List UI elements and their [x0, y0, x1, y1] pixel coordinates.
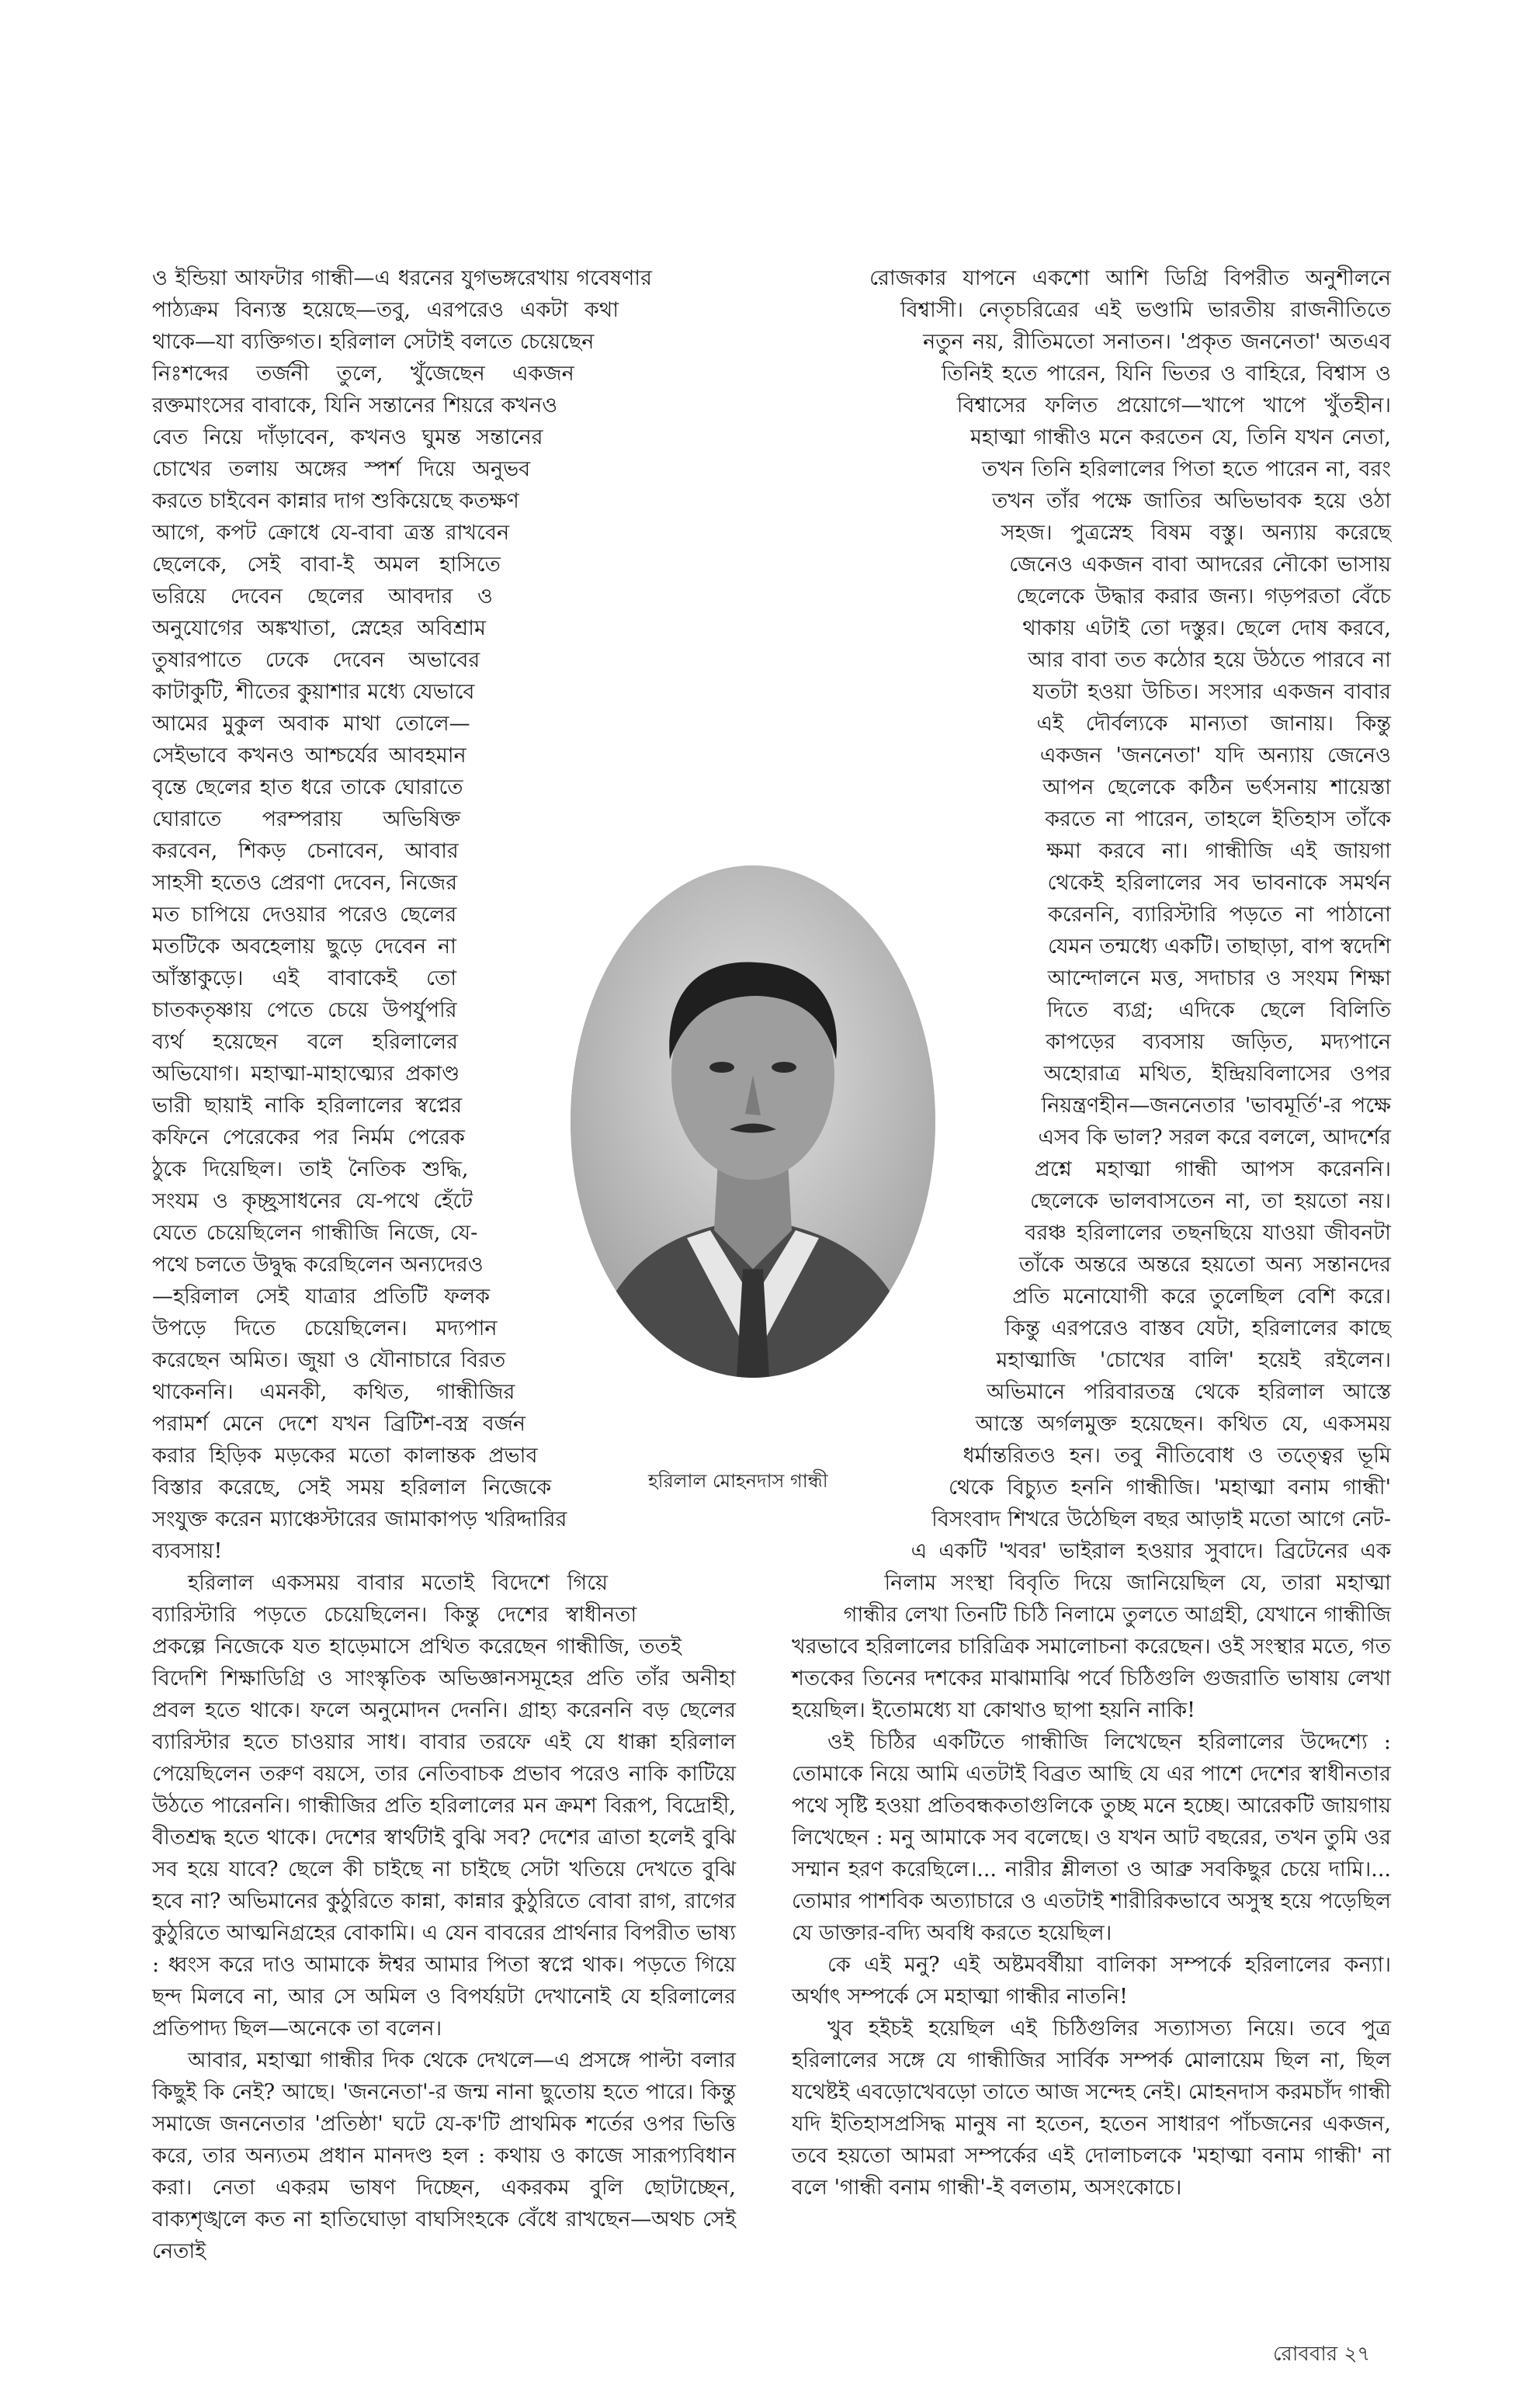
portrait-photo	[571, 865, 935, 1378]
paragraph: আবার, মহাত্মা গান্ধীর দিক থেকে দেখলে—এ প্রসঙ্গে পাল্টা বলার কিছুই কি নেই? আছে। 'জননেতা'-র জন্ম নানা ছুতোয় হতে পারে। কিন্তু সমাজে জননেতার 'প্রতিষ্ঠা' ঘটে যে-ক'টি প্রাথমিক শর্তের ওপর ভিত্তি করে, তার অন্যতম প্রধান মানদণ্ড হল : কথায় ও কাজে সারূপ্যবিধান করা। নেতা একরম ভাষণ দিচ্ছেন, একরকম বুলি ছোটাচ্ছেন, বাক্যশৃঙ্খলে কত না হাতিঘোড়া বাঘসিংহকে বেঁধে রাখছেন—অথচ সেই নেতাই	[152, 2048, 736, 2263]
paragraph: কে এই মনু? এই অষ্টমবর্ষীয়া বালিকা সম্পর্কে হরিলালের কন্যা। অর্থাৎ সম্পর্কে সে মহাত্মা গান্ধীর নাতনি!	[792, 1953, 1391, 2009]
page-footer: রোববার ২৭	[1273, 2343, 1371, 2366]
portrait-illustration	[571, 865, 935, 1378]
paragraph: ও ইন্ডিয়া আফটার গান্ধী—এ ধরনের যুগভঙ্গরেখায় গবেষণার পাঠ্যক্রম বিন্যস্ত হয়েছে—তবু, এরপরেও একটা কথা থাকে—যা ব্যক্তিগত। হরিলাল সেটাই বলতে চেয়েছেন নিঃশব্দের তর্জনী তুলে, খুঁজেছেন একজন রক্তমাংসের বাবাকে, যিনি সন্তানের শিয়রে কখনও বেত নিয়ে দাঁড়াবেন, কখনও ঘুমন্ত সন্তানের চোখের তলায় অঙ্গের স্পর্শ দিয়ে অনুভব করতে চাইবেন কান্নার দাগ শুকিয়েছে কতক্ষণ আগে, কপট ক্রোধে যে-বাবা ত্রস্ত রাখবেন ছেলেকে, সেই বাবা-ই অমল হাসিতে ভরিয়ে দেবেন ছেলের আবদার ও অনুযোগের অঙ্কখাতা, স্নেহের অবিশ্রাম তুষারপাতে ঢেকে দেবেন অভাবের কাটাকুটি, শীতের কুয়াশার মধ্যে যেভাবে আমের মুকুল অবাক মাথা তোলে—সেইভাবে কখনও আশ্চর্যের আবহমান বৃন্তে ছেলের হাত ধরে তাকে ঘোরাতে ঘোরাতে পরম্পরায় অভিষিক্ত করবেন, শিকড় চেনাবেন, আবার সাহসী হতেও প্রেরণা দেবেন, নিজের মত চাপিয়ে দেওয়ার পরেও ছেলের মতটিকে অবহেলায় ছুড়ে দেবেন না আঁস্তাকুড়ে। এই বাবাকেই তো চাতকতৃষ্ণায় পেতে চেয়ে উপর্যুপরি ব্যর্থ হয়েছেন বলে হরিলালের অভিযোগ। মহাত্মা-মাহাত্ম্যের প্রকাণ্ড ভারী ছায়াই নাকি হরিলালের স্বপ্নের কফিনে পেরেকের পর নির্মম পেরেক ঠুকে দিয়েছিল। তাই নৈতিক শুদ্ধি, সংযম ও কৃচ্ছ্রসাধনের যে-পথে হেঁটে যেতে চেয়েছিলেন গান্ধীজি নিজে, যে-পথে চলতে উদ্বুদ্ধ করেছিলেন অন্যদেরও—হরিলাল সেই যাত্রার প্রতিটি ফলক উপড়ে দিতে চেয়েছিলেন। মদ্যপান করেছেন অমিত। জুয়া ও যৌনাচারে বিরত থাকেননি। এমনকী, কথিত, গান্ধীজির পরামর্শ মেনে দেশে যখন ব্রিটিশ-বস্ত্র বর্জন করার হিড়িক মড়কের মতো কালান্তক প্রভাব বিস্তার করেছে, সেই সময় হরিলাল নিজেকে সংযুক্ত করেন ম্যাঞ্চেস্টারের জামাকাপড় খরিদ্দারির ব্যবসায়!	[152, 266, 652, 1563]
paragraph: হরিলাল একসময় বাবার মতোই বিদেশে গিয়ে ব্যারিস্টারি পড়তে চেয়েছিলেন। কিন্তু দেশের স্বাধীনতা প্রকল্পে নিজেকে যত হাড়েমাসে প্রথিত করেছেন গান্ধীজি, ততই বিদেশি শিক্ষাডিগ্রি ও সাংস্কৃতিক অভিজ্ঞানসমূহের প্রতি তাঁর অনীহা প্রবল হতে থাকে। ফলে অনুমোদন দেননি। গ্রাহ্য করেননি বড় ছেলের ব্যারিস্টার হতে চাওয়ার সাধ। বাবার তরফে এই যে ধাক্কা হরিলাল পেয়েছিলেন তরুণ বয়সে, তার নেতিবাচক প্রভাব পরেও নাকি কাটিয়ে উঠতে পারেননি। গান্ধীজির প্রতি হরিলালের মন ক্রমশ বিরূপ, বিদ্রোহী, বীতশ্রদ্ধ হতে থাকে। দেশের স্বার্থটাই বুঝি সব? দেশের ত্রাতা হলেই বুঝি সব হয়ে যাবে? ছেলে কী চাইছে না চাইছে সেটা খতিয়ে দেখতে বুঝি হবে না? অভিমানের কুঠুরিতে কান্না, কান্নার কুঠুরিতে বোবা রাগ, রাগের কুঠুরিতে আত্মনিগ্রহের বোকামি। এ যেন বাবরের প্রার্থনার বিপরীত ভাষ্য : ধ্বংস করে দাও আমাকে ঈশ্বর আমার পিতা স্বপ্নে থাক। পড়তে গিয়ে ছন্দ মিলবে না, আর সে অমিল ও বিপর্যয়টা দেখানোই যে হরিলালের প্রতিপাদ্য ছিল—অনেকে তা বলেন।	[152, 1571, 736, 2041]
paragraph: খুব হইচই হয়েছিল এই চিঠিগুলির সত্যাসত্য নিয়ে। তবে পুত্র হরিলালের সঙ্গে যে গান্ধীজির সার্বিক সম্পর্ক মোলায়েম ছিল না, ছিল যথেষ্টই এবড়োখেবড়ো তাতে আজ সন্দেহ নেই। মোহনদাস করমচাঁদ গান্ধী যদি ইতিহাসপ্রসিদ্ধ মানুষ না হতেন, হতেন সাধারণ পাঁচজনের একজন, তবে হয়তো আমরা সম্পর্কের এই দোলাচলকে 'মহাত্মা বনাম গান্ধী' না বলে 'গান্ধী বনাম গান্ধী'-ই বলতাম, অসংকোচে।	[792, 2017, 1391, 2200]
photo-caption: হরিলাল মোহনদাস গান্ধী	[648, 1470, 828, 1492]
paragraph: রোজকার যাপনে একশো আশি ডিগ্রি বিপরীত অনুশীলনে বিশ্বাসী। নেতৃচরিত্রের এই ভণ্ডামি ভারতীয় রাজনীতিতে নতুন নয়, রীতিমতো সনাতন। 'প্রকৃত জননেতা' অতএব তিনিই হতে পারেন, যিনি ভিতর ও বাহিরে, বিশ্বাস ও বিশ্বাসের ফলিত প্রয়োগে—খাপে খাপে খুঁতহীন। মহাত্মা গান্ধীও মনে করতেন যে, তিনি যখন নেতা, তখন তিনি হরিলালের পিতা হতে পারেন না, বরং তখন তাঁর পক্ষে জাতির অভিভাবক হয়ে ওঠা সহজ। পুত্রস্নেহ বিষম বস্তু। অন্যায় করেছে জেনেও একজন বাবা আদরের নৌকো ভাসায় ছেলেকে উদ্ধার করার জন্য। গড়পরতা বেঁচে থাকায় এটাই তো দস্তুর। ছেলে দোষ করবে, আর বাবা তত কঠোর হয়ে উঠতে পারবে না যতটা হওয়া উচিত। সংসার একজন বাবার এই দৌর্বল্যকে মান্যতা জানায়। কিন্তু একজন 'জননেতা' যদি অন্যায় জেনেও আপন ছেলেকে কঠিন ভর্ৎসনায় শায়েস্তা করতে না পারেন, তাহলে ইতিহাস তাঁকে ক্ষমা করবে না। গান্ধীজি এই জায়গা থেকেই হরিলালের সব ভাবনাকে সমর্থন করেননি, ব্যারিস্টারি পড়তে না পাঠানো যেমন তন্মধ্যে একটি। তাছাড়া, বাপ স্বদেশি আন্দোলনে মত্ত, সদাচার ও সংযম শিক্ষা দিতে ব্যগ্র; এদিকে ছেলে বিলিতি কাপড়ের ব্যবসায় জড়িত, মদ্যপানে অহোরাত্র মথিত, ইন্দ্রিয়বিলাসের ওপর নিয়ন্ত্রণহীন—জননেতার 'ভাবমূর্তি'-র পক্ষে এসব কি ভাল? সরল করে বললে, আদর্শের প্রশ্নে মহাত্মা গান্ধী আপস করেননি। ছেলেকে ভালবাসতেন না, তা হয়তো নয়। বরঞ্চ হরিলালের তছনছিয়ে যাওয়া জীবনটা তাঁকে অন্তরে অন্তরে হয়তো অন্য সন্তানদের প্রতি মনোযোগী করে তুলেছিল বেশি করে। কিন্তু এরপরেও বাস্তব যেটা, হরিলালের কাছে মহাত্মাজি 'চোখের বালি' হয়েই রইলেন। অভিমানে পরিবারতন্ত্র থেকে হরিলাল আস্তে আস্তে অর্গলমুক্ত হয়েছেন। কথিত যে, একসময় ধর্মান্তরিতও হন। তবু নীতিবোধ ও তত্ত্বের ভূমি থেকে বিচ্যুত হননি গান্ধীজি। 'মহাত্মা বনাম গান্ধী' বিসংবাদ শিখরে উঠেছিল বছর আড়াই মতো আগে নেট-এ একটি 'খবর' ভাইরাল হওয়ার সুবাদে। ব্রিটেনের এক নিলাম সংস্থা বিবৃতি দিয়ে জানিয়েছিল যে, তারা মহাত্মা গান্ধীর লেখা তিনটি চিঠি নিলামে তুলতে আগ্রহী, যেখানে গান্ধীজি খরভাবে হরিলালের চারিত্রিক সমালোচনা করেছেন। ওই সংস্থার মতে, গত শতকের তিনের দশকের মাঝামাঝি পর্বে চিঠিগুলি গুজরাতি ভাষায় লেখা হয়েছিল। ইতোমধ্যে যা কোথাও ছাপা হয়নি নাকি!	[792, 266, 1391, 1722]
paragraph: ওই চিঠির একটিতে গান্ধীজি লিখেছেন হরিলালের উদ্দেশ্যে : তোমাকে নিয়ে আমি এতটাই বিব্রত আছি যে এর পাশে দেশের স্বাধীনতার পথে সৃষ্টি হওয়া প্রতিবন্ধকতাগুলিকে তুচ্ছ মনে হচ্ছে। আরেকটি জায়গায় লিখেছেন : মনু আমাকে সব বলেছে। ও যখন আট বছরের, তখন তুমি ওর সম্মান হরণ করেছিলে।... নারীর শ্লীলতা ও আব্রু সবকিছুর চেয়ে দামি।... তোমার পাশবিক অত্যাচারে ও এতটাই শারীরিকভাবে অসুস্থ হয়ে পড়েছিল যে ডাক্তার-বদ্যি অবধি করতে হয়েছিল।	[792, 1730, 1391, 1945]
